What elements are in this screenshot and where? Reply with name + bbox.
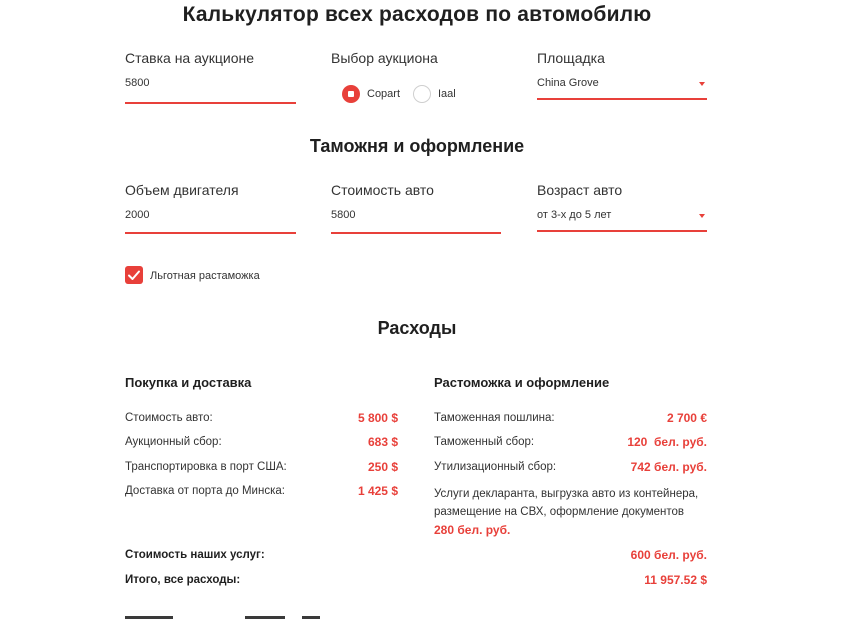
auction-choice-label: Выбор аукциона: [331, 50, 438, 66]
age-select[interactable]: [537, 208, 707, 232]
price-value: 5800: [331, 209, 356, 221]
declarant-note-line2: размещение на СВХ, оформление документов: [434, 506, 685, 518]
chevron-down-icon: [699, 214, 705, 218]
radio-copart-label: Copart: [367, 88, 401, 100]
bid-input[interactable]: [125, 76, 296, 104]
radio-copart[interactable]: [342, 85, 360, 103]
clearance-row-label: Таможенный сбор:: [434, 436, 535, 448]
purchase-row-value: 683 $: [367, 435, 398, 449]
engine-label: Объем двигателя: [125, 182, 239, 198]
price-label: Стоимость авто: [331, 182, 434, 198]
clearance-row-label: Таможенная пошлина:: [434, 412, 555, 424]
declarant-note-line1: Услуги декларанта, выгрузка авто из контейнера,: [434, 488, 699, 500]
price-input[interactable]: [331, 208, 501, 234]
total-value: 11 957.52 $: [644, 573, 707, 587]
clearance-row-value: 2 700 €: [666, 411, 707, 425]
purchase-row-label: Транспортировка в порт США:: [125, 461, 287, 473]
purchase-row-value: 1 425 $: [357, 484, 398, 498]
clearance-section-title: Растоможка и оформление: [434, 375, 610, 390]
purchase-row-label: Стоимость авто:: [125, 412, 213, 424]
radio-iaai-label: Iaal: [438, 88, 456, 100]
chevron-down-icon: [699, 82, 705, 86]
customs-title: Таможня и оформление: [309, 136, 525, 156]
total-label: Итого, все расходы:: [125, 574, 241, 586]
purchase-row-value: 5 800 $: [357, 411, 398, 425]
engine-input[interactable]: [125, 208, 296, 234]
site-select[interactable]: [537, 76, 707, 100]
site-label: Площадка: [537, 50, 605, 66]
declarant-note-value: 280 бел. руб.: [434, 523, 511, 537]
purchase-row-value: 250 $: [367, 460, 398, 474]
bid-label: Ставка на аукционе: [125, 50, 255, 66]
radio-iaai[interactable]: [413, 85, 431, 103]
preferential-label: Льготная растаможка: [150, 270, 260, 282]
purchase-row-label: Аукционный сбор:: [125, 436, 222, 448]
purchase-row-label: Доставка от порта до Минска:: [125, 485, 285, 497]
expenses-title: Расходы: [377, 318, 457, 338]
engine-value: 2000: [125, 209, 150, 221]
age-label: Возраст авто: [537, 182, 623, 198]
page-title: Калькулятор всех расходов по автомобилю: [182, 3, 652, 26]
purchase-section-title: Покупка и доставка: [125, 375, 252, 390]
bid-value: 5800: [125, 77, 150, 89]
site-value: China Grove: [537, 77, 599, 89]
age-value: от 3-х до 5 лет: [537, 209, 612, 221]
services-label: Стоимость наших услуг:: [125, 549, 265, 561]
clearance-row-value: 742 бел. руб.: [630, 460, 707, 474]
preferential-checkbox[interactable]: [125, 266, 143, 284]
check-icon: [125, 266, 143, 284]
services-value: 600 бел. руб.: [630, 548, 707, 562]
clearance-row-label: Утилизационный сбор:: [434, 461, 557, 473]
clearance-row-value: 120 бел. руб.: [627, 435, 707, 449]
